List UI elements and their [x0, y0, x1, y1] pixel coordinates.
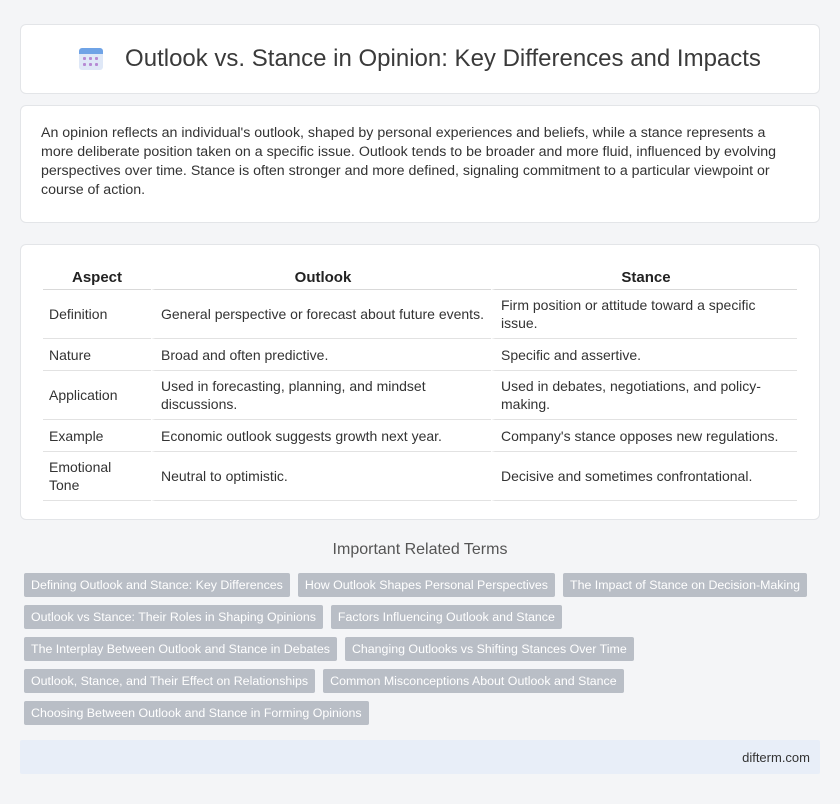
tag-row [24, 573, 824, 597]
comparison-table-card [20, 244, 820, 520]
table-cell-aspect: Definition [43, 290, 151, 339]
page-title: Outlook vs. Stance in Opinion: Key Differences and Impacts [125, 45, 761, 72]
footer [20, 740, 820, 774]
table-row [43, 452, 797, 501]
related-term-link[interactable]: Outlook vs Stance: Their Roles in Shaping Opinions [24, 605, 323, 629]
intro-card [20, 105, 820, 223]
tag-row [24, 605, 824, 629]
table-row [43, 420, 797, 452]
related-term-link[interactable]: The Impact of Stance on Decision-Making [563, 573, 807, 597]
column-header-aspect: Aspect [43, 265, 151, 290]
table-cell-stance: Specific and assertive. [491, 339, 797, 371]
table-header-row [43, 265, 797, 290]
table-cell-aspect: Emotional Tone [43, 452, 151, 501]
table-row [43, 290, 797, 339]
table-cell-aspect: Nature [43, 339, 151, 371]
related-term-link[interactable]: Defining Outlook and Stance: Key Differences [24, 573, 290, 597]
column-header-stance: Stance [491, 265, 797, 290]
related-term-link[interactable]: Outlook, Stance, and Their Effect on Relationships [24, 669, 315, 693]
tag-row [24, 669, 824, 693]
table-cell-outlook: Broad and often predictive. [151, 339, 491, 371]
table-cell-outlook: Used in forecasting, planning, and mindset discussions. [151, 371, 491, 420]
comparison-table [43, 265, 797, 501]
related-term-link[interactable]: Choosing Between Outlook and Stance in Forming Opinions [24, 701, 369, 725]
table-row [43, 371, 797, 420]
related-term-link[interactable]: Factors Influencing Outlook and Stance [331, 605, 562, 629]
footer-site-link[interactable]: difterm.com [742, 749, 810, 765]
column-header-outlook: Outlook [151, 265, 491, 290]
table-cell-stance: Decisive and sometimes confrontational. [491, 452, 797, 501]
related-term-link[interactable]: Common Misconceptions About Outlook and Stance [323, 669, 624, 693]
table-row [43, 339, 797, 371]
related-term-link[interactable]: Changing Outlooks vs Shifting Stances Over Time [345, 637, 634, 661]
calendar-icon [79, 46, 103, 72]
tag-row [24, 637, 824, 661]
table-cell-outlook: Economic outlook suggests growth next year. [151, 420, 491, 452]
table-cell-stance: Company's stance opposes new regulations. [491, 420, 797, 452]
table-cell-stance: Used in debates, negotiations, and policy-making. [491, 371, 797, 420]
table-cell-stance: Firm position or attitude toward a specific issue. [491, 290, 797, 339]
table-cell-outlook: Neutral to optimistic. [151, 452, 491, 501]
related-terms-heading: Important Related Terms [332, 541, 508, 558]
related-terms-list [24, 573, 824, 733]
table-cell-aspect: Example [43, 420, 151, 452]
related-term-link[interactable]: The Interplay Between Outlook and Stance in Debates [24, 637, 337, 661]
intro-text: An opinion reflects an individual's outlook, shaped by personal experiences and beliefs, while a stance represents a more deliberate position taken on a specific issue. Outlook tends to be broader and more fluid, influenced by evolving perspectives over time. Stance is often stronger and more defined, signaling commitment to a particular viewpoint or course of action. [41, 125, 777, 198]
header-card [20, 24, 820, 94]
tag-row [24, 701, 824, 725]
table-cell-aspect: Application [43, 371, 151, 420]
table-cell-outlook: General perspective or forecast about future events. [151, 290, 491, 339]
related-term-link[interactable]: How Outlook Shapes Personal Perspectives [298, 573, 555, 597]
